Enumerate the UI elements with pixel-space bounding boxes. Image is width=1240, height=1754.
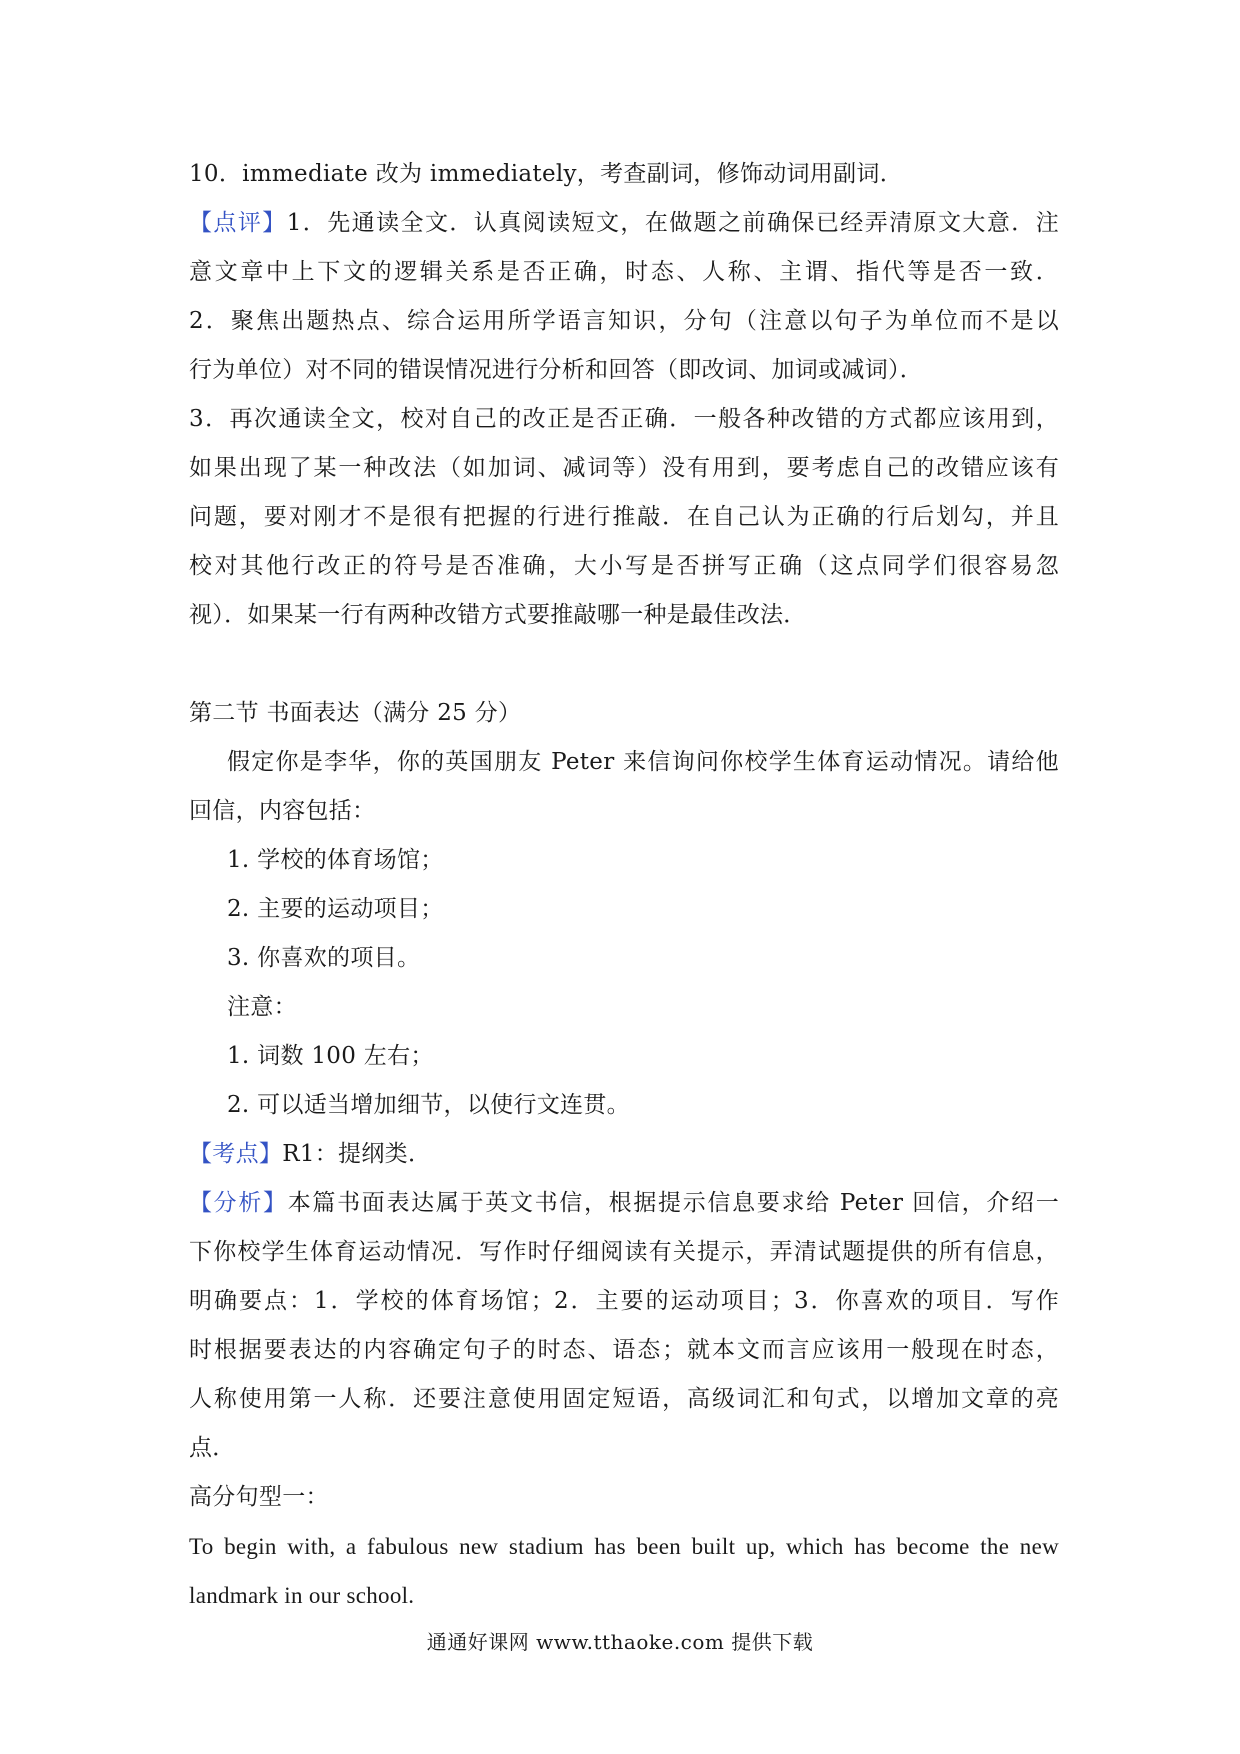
notice-heading: 注意： xyxy=(227,994,297,1020)
document-body xyxy=(189,150,1059,1620)
notice-item: 2. 可以适当增加细节，以使行文连贯。 xyxy=(227,1092,630,1118)
sample-sentence: landmark in our school. xyxy=(189,1583,415,1608)
analysis-line: 下你校学生体育运动情况．写作时仔细阅读有关提示，弄清试题提供的所有信息， xyxy=(189,1239,1059,1265)
section-title: 第二节 书面表达（满分 25 分） xyxy=(189,700,522,726)
sentence-type-label: 高分句型一： xyxy=(189,1484,329,1510)
requirement-item: 3. 你喜欢的项目。 xyxy=(227,945,421,971)
comment-line: 3．再次通读全文，校对自己的改正是否正确．一般各种改错的方式都应该用到， xyxy=(189,406,1059,432)
analysis-tag: 【分析】 xyxy=(189,1190,288,1216)
requirement-item: 1. 学校的体育场馆； xyxy=(227,847,444,873)
analysis-line: 点． xyxy=(189,1435,236,1461)
kaodian-tag: 【考点】 xyxy=(189,1141,283,1167)
comment-line: 视）．如果某一行有两种改错方式要推敲哪一种是最佳改法． xyxy=(189,602,807,628)
requirement-item: 2. 主要的运动项目； xyxy=(227,896,444,922)
comment-line: 问题，要对刚才不是很有把握的行进行推敲．在自己认为正确的行后划勾，并且 xyxy=(189,504,1059,530)
comment-line: 【点评】1．先通读全文．认真阅读短文，在做题之前确保已经弄清原文大意．注 xyxy=(189,210,1060,236)
analysis-line: 明确要点：1．学校的体育场馆；2．主要的运动项目；3．你喜欢的项目．写作 xyxy=(189,1288,1059,1314)
prompt-line: 回信，内容包括： xyxy=(189,798,376,824)
comment-line: 2．聚焦出题热点、综合运用所学语言知识，分句（注意以句子为单位而不是以 xyxy=(189,308,1059,334)
analysis-line: 【分析】本篇书面表达属于英文书信，根据提示信息要求给 Peter 回信，介绍一 xyxy=(189,1190,1059,1216)
spacer xyxy=(189,640,1059,689)
comment-line: 意文章中上下文的逻辑关系是否正确，时态、人称、主谓、指代等是否一致． xyxy=(189,259,1059,285)
analysis-line: 人称使用第一人称．还要注意使用固定短语，高级词汇和句式，以增加文章的亮 xyxy=(189,1386,1059,1412)
answer-item-10: 10．immediate 改为 immediately，考查副词，修饰动词用副词． xyxy=(189,161,904,187)
kaodian-line: 【考点】R1：提纲类． xyxy=(189,1141,432,1167)
notice-item: 1. 词数 100 左右； xyxy=(227,1043,434,1069)
comment-line: 行为单位）对不同的错误情况进行分析和回答（即改词、加词或减词）． xyxy=(189,357,924,383)
footer-watermark: 通通好课网 www.tthaoke.com 提供下载 xyxy=(426,1630,814,1654)
comment-line: 如果出现了某一种改法（如加词、减词等）没有用到，要考虑自己的改错应该有 xyxy=(189,455,1059,481)
sample-sentence: To begin with, a fabulous new stadium has been built up, which has become the new xyxy=(189,1534,1059,1559)
prompt-line: 假定你是李华，你的英国朋友 Peter 来信询问你校学生体育运动情况。请给他 xyxy=(227,749,1059,775)
comment-line: 校对其他行改正的符号是否准确，大小写是否拼写正确（这点同学们很容易忽 xyxy=(189,553,1059,579)
analysis-line: 时根据要表达的内容确定句子的时态、语态；就本文而言应该用一般现在时态， xyxy=(189,1337,1059,1363)
comment-tag: 【点评】 xyxy=(189,210,287,236)
